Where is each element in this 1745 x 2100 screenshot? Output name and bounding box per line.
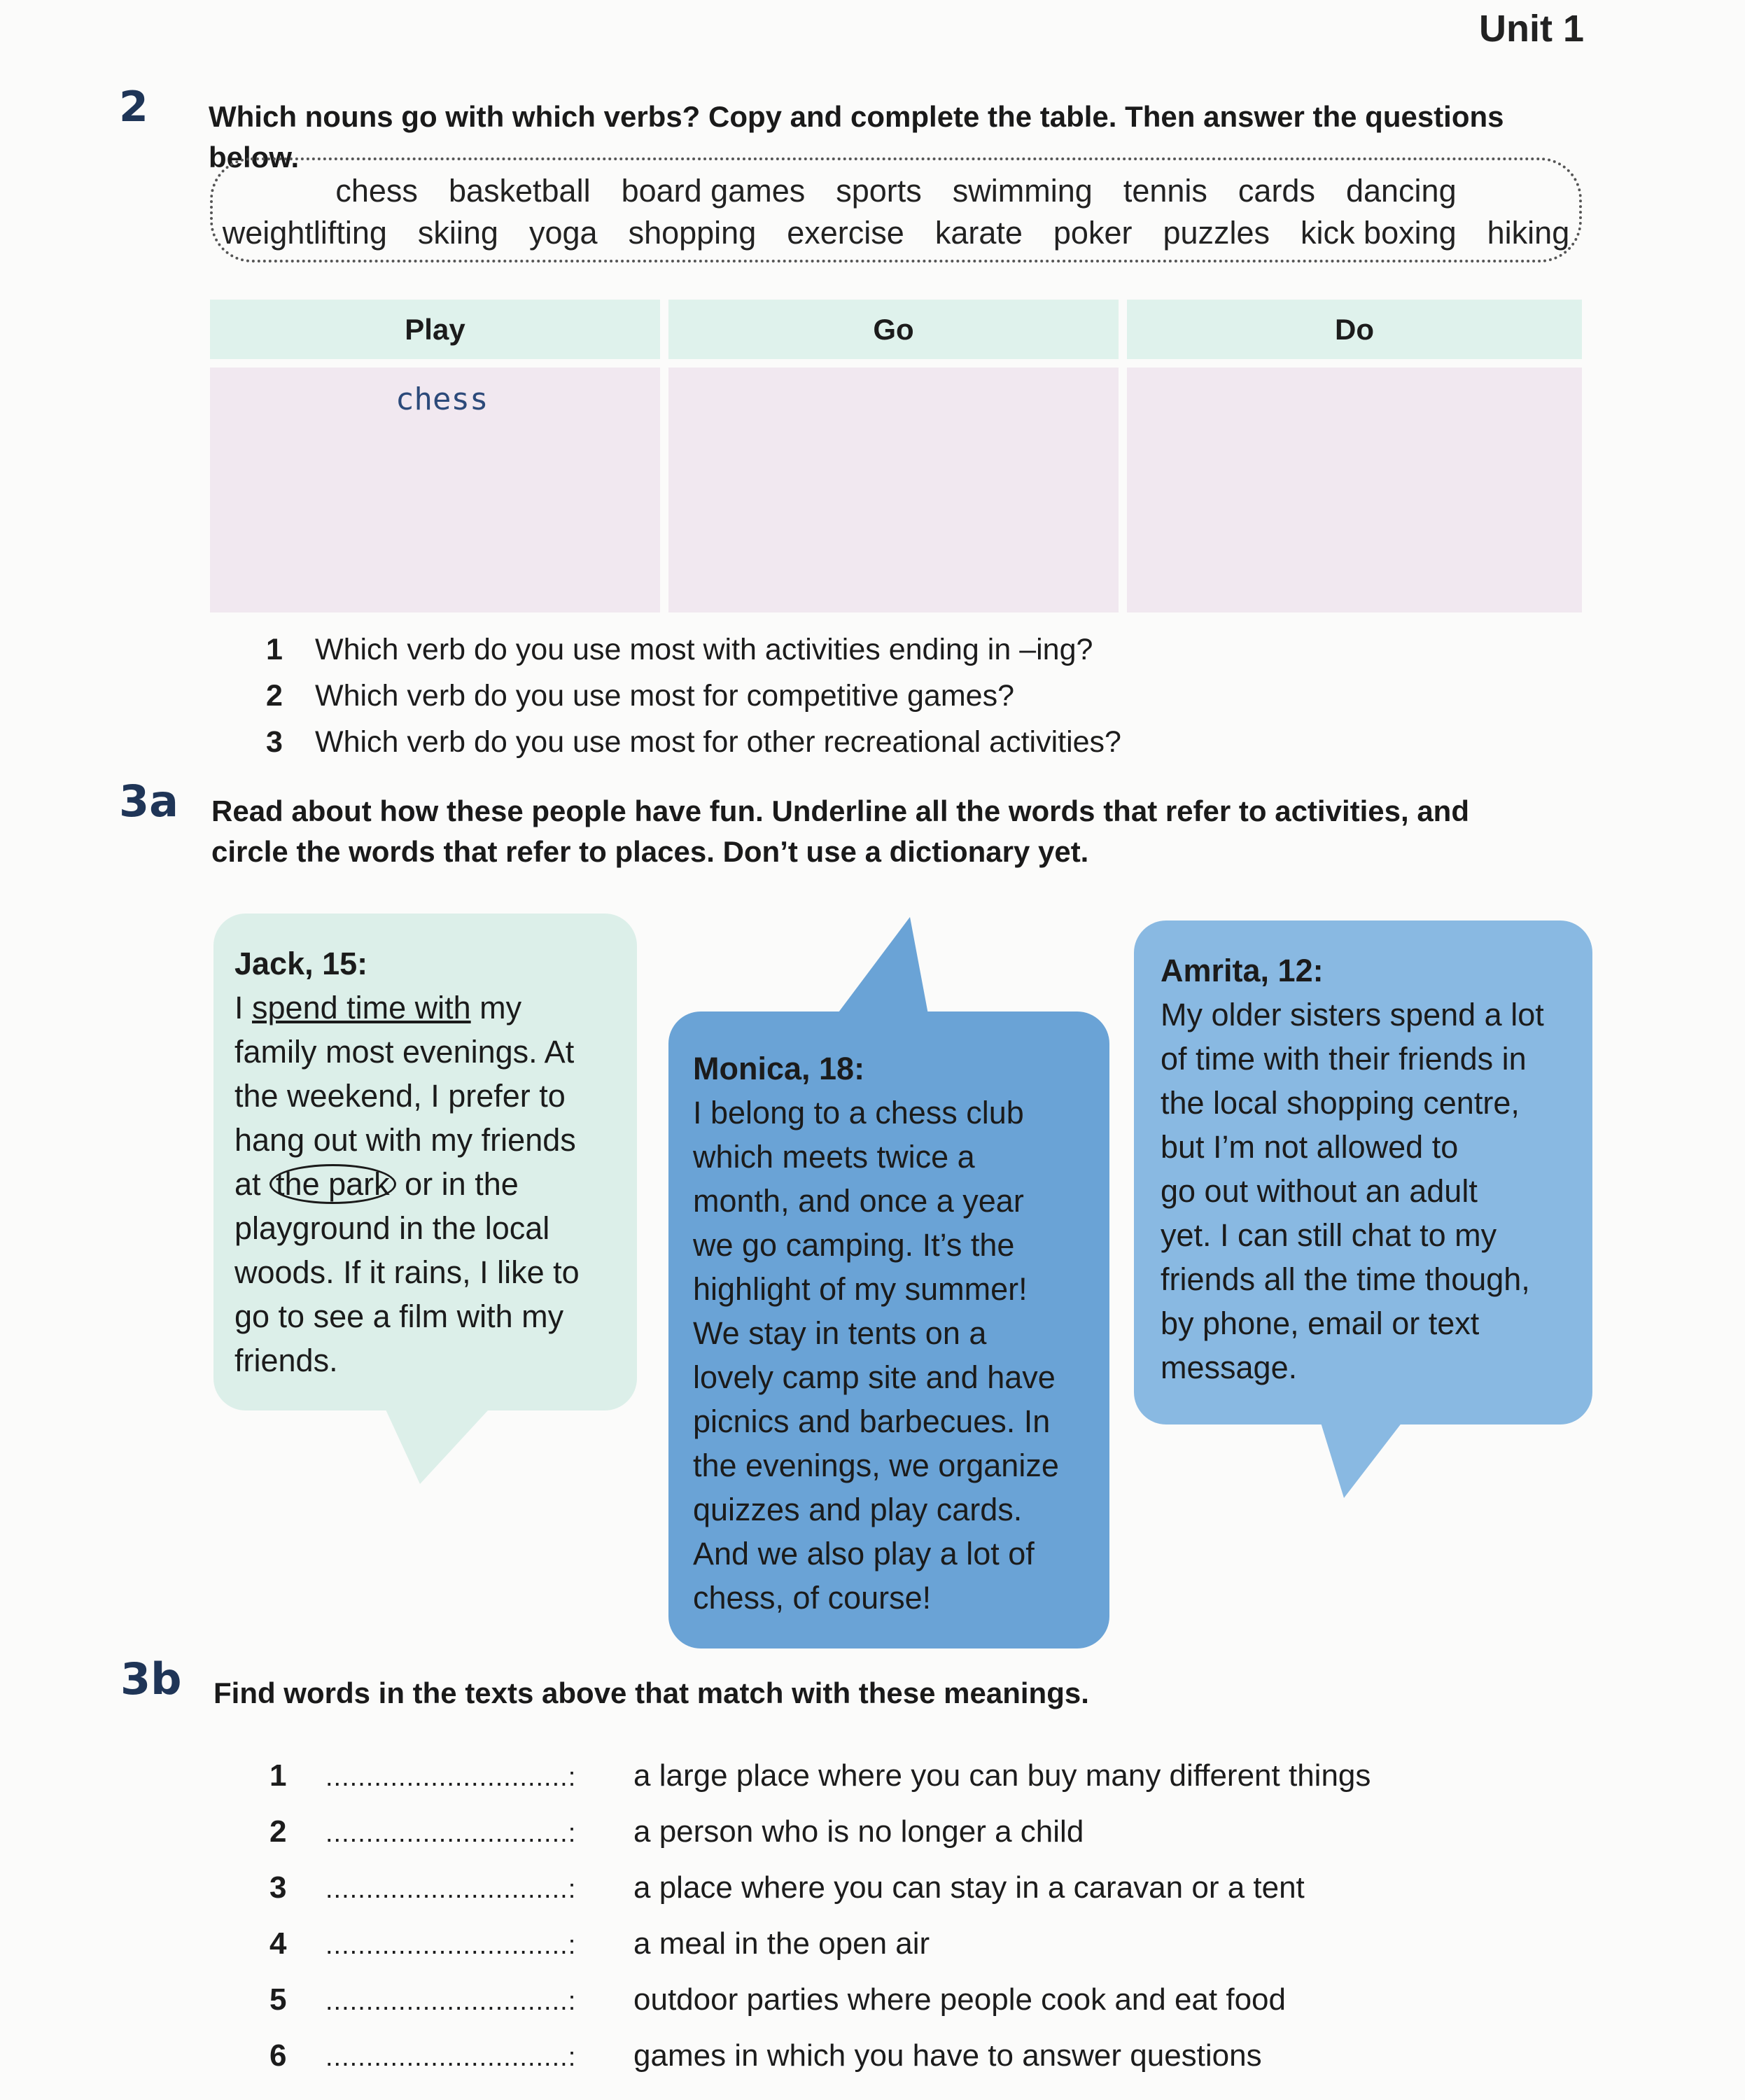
table-header-do: Do bbox=[1127, 300, 1582, 359]
table-header-play: Play bbox=[210, 300, 660, 359]
word-bank-item: shopping bbox=[628, 215, 757, 251]
item-number: 1 bbox=[269, 1758, 287, 1793]
item-number: 5 bbox=[269, 1982, 287, 2017]
text-span: I bbox=[234, 990, 253, 1026]
answer-blank[interactable]: ..............................: bbox=[325, 1987, 577, 2016]
jack-line: friends. bbox=[234, 1343, 338, 1378]
amrita-line: but I’m not allowed to bbox=[1161, 1129, 1459, 1165]
meaning-item bbox=[269, 1805, 1371, 1861]
word-bank-item: chess bbox=[335, 173, 418, 209]
question-text: Which verb do you use most for other recreational activities? bbox=[315, 725, 1121, 759]
text-span: or in the bbox=[395, 1166, 519, 1202]
amrita-line: message. bbox=[1161, 1350, 1298, 1385]
amrita-line: by phone, email or text bbox=[1161, 1306, 1480, 1341]
instruction-line: Read about how these people have fun. Underline all the words that refer to activities, and bbox=[211, 794, 1469, 827]
meaning-item bbox=[269, 1749, 1371, 1805]
meaning-item bbox=[269, 2029, 1371, 2085]
meaning-text: a person who is no longer a child bbox=[633, 1814, 1084, 1849]
exercise-3b-instruction: Find words in the texts above that match with these meanings. bbox=[213, 1676, 1089, 1709]
amrita-line: go out without an adult bbox=[1161, 1173, 1478, 1209]
question-number: 3 bbox=[266, 725, 283, 759]
monica-line: we go camping. It’s the bbox=[693, 1227, 1015, 1263]
answer-blank[interactable]: ..............................: bbox=[325, 2043, 577, 2072]
item-number: 2 bbox=[269, 1814, 287, 1849]
question-text: Which verb do you use most for competitive games? bbox=[315, 679, 1014, 713]
word-bank-item: tennis bbox=[1123, 173, 1207, 209]
jack-line bbox=[234, 986, 617, 1030]
word-bank-item: weightlifting bbox=[222, 215, 387, 251]
monica-line: lovely camp site and have bbox=[693, 1359, 1056, 1395]
meaning-text: a large place where you can buy many different things bbox=[633, 1758, 1371, 1793]
monica-speech-bubble bbox=[668, 1011, 1109, 1648]
jack-name: Jack, 15: bbox=[234, 946, 368, 981]
question-text: Which verb do you use most with activities ending in –ing? bbox=[315, 633, 1093, 666]
word-bank-item: skiing bbox=[417, 215, 498, 251]
answer-blank[interactable]: ..............................: bbox=[325, 1819, 577, 1848]
instruction-line: circle the words that refer to places. Don’t use a dictionary yet. bbox=[211, 835, 1089, 868]
word-bank-item: hiking bbox=[1487, 215, 1570, 251]
amrita-line: the local shopping centre, bbox=[1161, 1085, 1520, 1121]
amrita-line: friends all the time though, bbox=[1161, 1261, 1530, 1297]
word-bank-item: puzzles bbox=[1163, 215, 1270, 251]
monica-line: chess, of course! bbox=[693, 1580, 932, 1616]
word-bank-item: swimming bbox=[952, 173, 1093, 209]
question-number: 1 bbox=[266, 633, 283, 666]
jack-speech-bubble bbox=[213, 913, 637, 1410]
meaning-item bbox=[269, 1861, 1371, 1917]
word-bank-item: board games bbox=[621, 173, 806, 209]
item-number: 6 bbox=[269, 2038, 287, 2073]
exercise-3a-number: 3a bbox=[119, 776, 178, 827]
underlined-activity: spend time with bbox=[252, 990, 471, 1026]
meaning-text: a place where you can stay in a caravan or a tent bbox=[633, 1870, 1305, 1905]
exercise-3b-items bbox=[269, 1749, 1371, 2085]
meaning-text: outdoor parties where people cook and eat food bbox=[633, 1982, 1286, 2017]
monica-name: Monica, 18: bbox=[693, 1051, 865, 1086]
table-header-go: Go bbox=[668, 300, 1119, 359]
monica-line: which meets twice a bbox=[693, 1139, 975, 1175]
item-number: 3 bbox=[269, 1870, 287, 1905]
circled-place: the park bbox=[269, 1164, 396, 1204]
monica-line: We stay in tents on a bbox=[693, 1315, 987, 1351]
word-bank-item: dancing bbox=[1345, 173, 1457, 209]
answer-blank[interactable]: ..............................: bbox=[325, 1875, 577, 1904]
meaning-item bbox=[269, 1973, 1371, 2029]
jack-line: go to see a film with my bbox=[234, 1298, 564, 1334]
monica-line: the evenings, we organize bbox=[693, 1448, 1059, 1483]
word-bank-item: yoga bbox=[528, 215, 598, 251]
word-bank-item: karate bbox=[934, 215, 1023, 251]
amrita-line: My older sisters spend a lot bbox=[1161, 997, 1544, 1032]
jack-line: playground in the local bbox=[234, 1210, 550, 1246]
word-bank-item: poker bbox=[1053, 215, 1133, 251]
jack-line: woods. If it rains, I like to bbox=[234, 1254, 580, 1290]
meaning-text: games in which you have to answer questions bbox=[633, 2038, 1262, 2073]
word-bank-item: exercise bbox=[787, 215, 904, 251]
text-span: my bbox=[470, 990, 522, 1026]
answer-blank[interactable]: ..............................: bbox=[325, 1763, 577, 1792]
handwritten-entry: chess bbox=[395, 382, 489, 417]
exercise-2-instruction: Which nouns go with which verbs? Copy and complete the table. Then answer the questions below. bbox=[209, 100, 1504, 174]
amrita-line: of time with their friends in bbox=[1161, 1041, 1527, 1077]
monica-line: picnics and barbecues. In bbox=[693, 1404, 1051, 1439]
text-span: at bbox=[234, 1166, 270, 1202]
word-bank-item: basketball bbox=[448, 173, 591, 209]
amrita-line: yet. I can still chat to my bbox=[1161, 1217, 1497, 1253]
exercise-3b-number: 3b bbox=[120, 1653, 182, 1704]
jack-line: family most evenings. At bbox=[234, 1034, 575, 1070]
amrita-speech-bubble bbox=[1134, 920, 1592, 1424]
monica-line: And we also play a lot of bbox=[693, 1536, 1035, 1572]
meaning-item bbox=[269, 1917, 1371, 1973]
exercise-2-number: 2 bbox=[119, 83, 148, 132]
answer-blank[interactable]: ..............................: bbox=[325, 1931, 577, 1960]
monica-line: quizzes and play cards. bbox=[693, 1492, 1023, 1527]
jack-line: hang out with my friends bbox=[234, 1122, 576, 1158]
monica-line: highlight of my summer! bbox=[693, 1271, 1028, 1307]
amrita-name: Amrita, 12: bbox=[1161, 953, 1324, 988]
unit-label: Unit 1 bbox=[1478, 8, 1584, 50]
item-number: 4 bbox=[269, 1926, 287, 1961]
word-bank-item: kick boxing bbox=[1301, 215, 1457, 251]
monica-line: month, and once a year bbox=[693, 1183, 1024, 1219]
word-bank-item: sports bbox=[836, 173, 922, 209]
question-number: 2 bbox=[266, 679, 283, 713]
meaning-text: a meal in the open air bbox=[633, 1926, 930, 1961]
jack-line bbox=[234, 1162, 617, 1206]
word-bank-item: cards bbox=[1238, 173, 1315, 209]
monica-line: I belong to a chess club bbox=[693, 1095, 1024, 1130]
jack-line: the weekend, I prefer to bbox=[234, 1078, 566, 1114]
